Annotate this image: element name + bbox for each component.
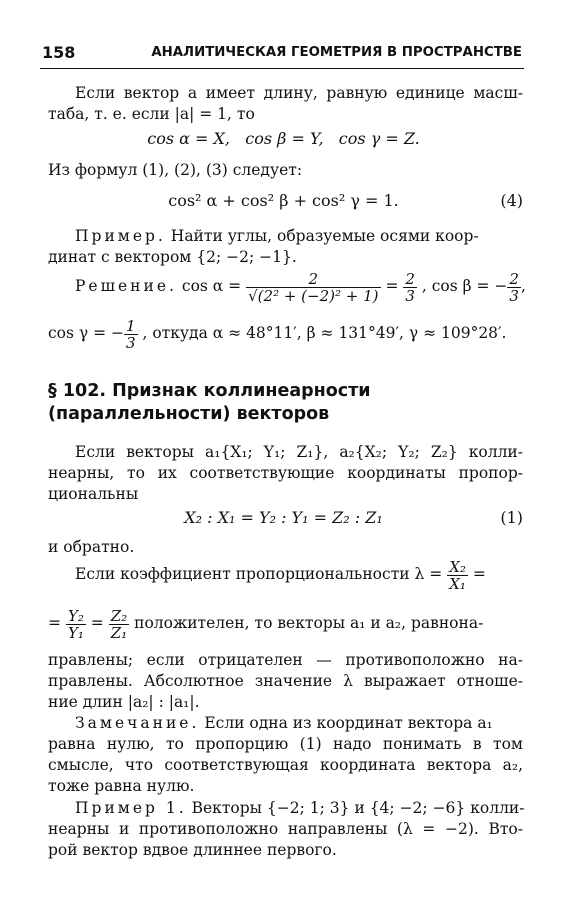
solution-cos-beta: , cos β = − — [421, 277, 508, 295]
text-line: циональны — [48, 485, 139, 503]
text-line: правлены. Абсолютное значение λ выражает отноше- — [48, 672, 523, 690]
comma: , — [520, 277, 526, 295]
text-line: динат с вектором {2; −2; −1}. — [48, 248, 297, 266]
solution-result: , откуда α ≈ 48°11′, β ≈ 131°49′, γ ≈ 109°28′. — [142, 324, 507, 342]
text-line: смысле, что соответствующая координата вектора a₂, — [48, 756, 523, 774]
fraction: $\frac{\text{X₂}}{\text{X₁}}$ — [449, 557, 466, 593]
example-line — [75, 798, 525, 818]
equals-sign: = — [90, 614, 104, 632]
text-line: равна нулю, то пропорцию (1) надо понимать в том — [48, 735, 523, 753]
text-line: Если вектор a имеет длину, равную единице масш- — [75, 84, 523, 102]
example-text: Векторы {−2; 1; 3} и {4; −2; −6} колли- — [191, 799, 525, 817]
formula-identity: cos² α + cos² β + cos² γ = 1. — [168, 191, 399, 210]
example-line — [75, 226, 523, 246]
fraction: $\frac{2}{\text{√(2² + (−2)² + 1)}}$ — [248, 269, 379, 305]
text-line: Из формул (1), (2), (3) следует: — [48, 161, 303, 179]
solution-label: Решение. — [75, 277, 177, 295]
running-title: АНАЛИТИЧЕСКАЯ ГЕОМЕТРИЯ В ПРОСТРАНСТВЕ — [151, 45, 522, 60]
solution-line — [75, 266, 526, 306]
text-line: неарны, то их соответствующие координаты пропор- — [48, 464, 523, 482]
fraction: $\frac{2}{3}$ — [405, 269, 415, 305]
text-line: таба, т. е. если |a| = 1, то — [48, 105, 255, 123]
formula-number: (4) — [500, 191, 523, 210]
page-number: 158 — [42, 43, 76, 62]
formula-proportion: X₂ : X₁ = Y₂ : Y₁ = Z₂ : Z₁ — [184, 508, 383, 527]
equals-sign: = — [48, 614, 61, 632]
text-line: неарны и противоположно направлены (λ = −2). Вто- — [48, 820, 523, 838]
note-label: Замечание. — [75, 714, 200, 732]
note-text: Если одна из координат вектора a₁ — [204, 714, 493, 732]
formula-number: (1) — [500, 508, 523, 527]
solution-cos-alpha: cos α = — [181, 277, 242, 295]
fraction: $\frac{\text{Z₂}}{\text{Z₁}}$ — [110, 606, 128, 642]
section-title: § 102. Признак коллинеарности — [48, 381, 371, 401]
solution-line — [48, 313, 507, 353]
text-line: Если векторы a₁{X₁; Y₁; Z₁}, a₂{X₂; Y₂; Z₂} колли- — [75, 443, 523, 461]
section-title: (параллельности) векторов — [48, 404, 330, 424]
text-line: ние длин |a₂| : |a₁|. — [48, 693, 200, 711]
text-line: и обратно. — [48, 538, 135, 556]
text-line: тоже равна нулю. — [48, 777, 195, 795]
text: Если коэффициент пропорциональности λ = — [75, 565, 443, 583]
example-text: Найти углы, образуемые осями коор- — [170, 227, 479, 245]
fraction: $\frac{\text{Y₂}}{\text{Y₁}}$ — [67, 606, 84, 642]
solution-cos-gamma: cos γ = − — [48, 324, 124, 342]
example-label: Пример 1. — [75, 799, 187, 817]
text-line: правлены; если отрицателен — противоположно на- — [48, 651, 523, 669]
note-line — [75, 713, 493, 733]
equals-sign: = — [385, 277, 399, 295]
text-line — [48, 603, 483, 643]
text: положителен, то векторы a₁ и a₂, равнона- — [134, 614, 484, 632]
formula-cosines: cos α = X, cos β = Y, cos γ = Z. — [147, 129, 420, 148]
equals-sign: = — [472, 565, 486, 583]
page-header — [40, 39, 524, 69]
text-line: рой вектор вдвое длиннее первого. — [48, 841, 337, 859]
text-line — [75, 554, 486, 594]
example-label: Пример. — [75, 227, 166, 245]
fraction: $\frac{2}{3}$ — [509, 269, 519, 305]
fraction: $\frac{1}{3}$ — [126, 316, 136, 352]
